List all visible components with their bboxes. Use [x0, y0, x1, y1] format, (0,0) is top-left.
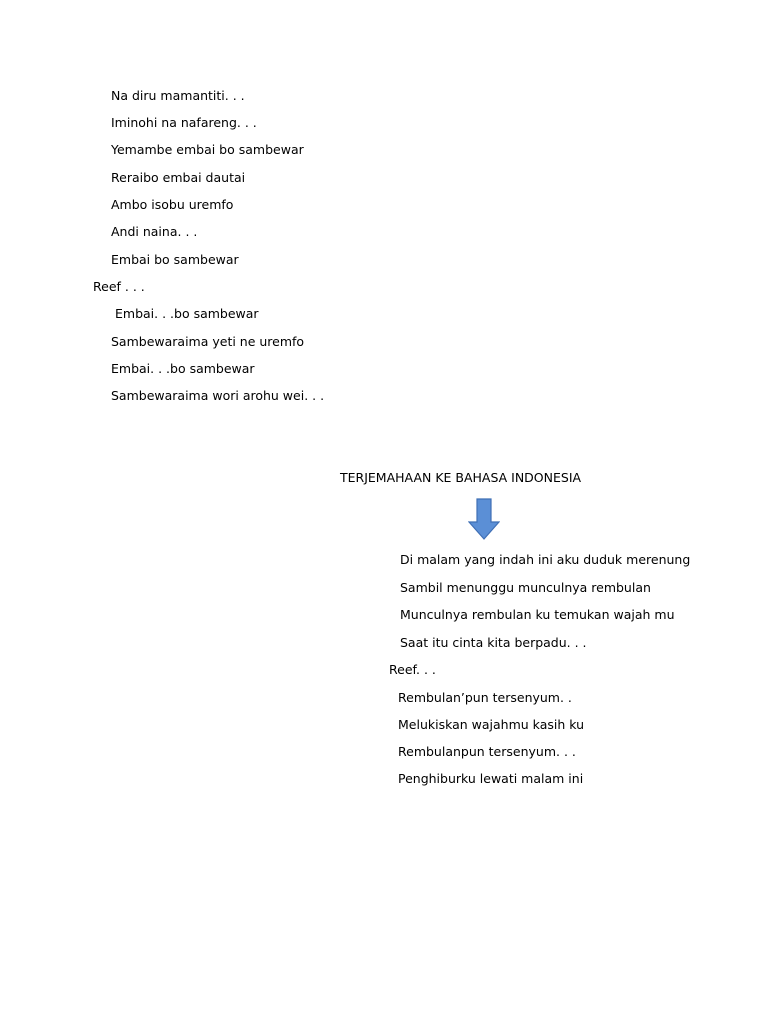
translation-line-8: Penghiburku lewati malam ini: [398, 771, 584, 786]
translation-line-5: Rembulan’pun tersenyum. .: [398, 690, 572, 705]
translation-reef: Reef. . .: [389, 662, 436, 677]
original-line-8: Embai. . .bo sambewar: [115, 306, 259, 321]
original-line-3: Yemambe embai bo sambewar: [111, 142, 304, 157]
translation-line-4: Saat itu cinta kita berpadu. . .: [400, 635, 587, 650]
original-line-10: Embai. . .bo sambewar: [111, 361, 255, 376]
original-line-7: Embai bo sambewar: [111, 252, 239, 267]
original-line-1: Na diru mamantiti. . .: [111, 88, 245, 103]
translation-line-2: Sambil menunggu munculnya rembulan: [400, 580, 651, 595]
translation-line-6: Melukiskan wajahmu kasih ku: [398, 717, 585, 732]
translation-line-1: Di malam yang indah ini aku duduk merenung: [400, 552, 691, 567]
original-line-4: Reraibo embai dautai: [111, 170, 246, 185]
translation-heading: TERJEMAHAAN KE BAHASA INDONESIA: [340, 470, 582, 485]
original-line-2: Iminohi na nafareng. . .: [111, 115, 257, 130]
translation-line-3: Munculnya rembulan ku temukan wajah mu: [400, 607, 675, 622]
original-line-11: Sambewaraima wori arohu wei. . .: [111, 388, 325, 403]
translation-line-7: Rembulanpun tersenyum. . .: [398, 744, 576, 759]
original-line-5: Ambo isobu uremfo: [111, 197, 234, 212]
original-line-9: Sambewaraima yeti ne uremfo: [111, 334, 305, 349]
original-reef: Reef . . .: [93, 279, 145, 294]
original-line-6: Andi naina. . .: [111, 224, 198, 239]
down-arrow-icon: [468, 498, 500, 540]
